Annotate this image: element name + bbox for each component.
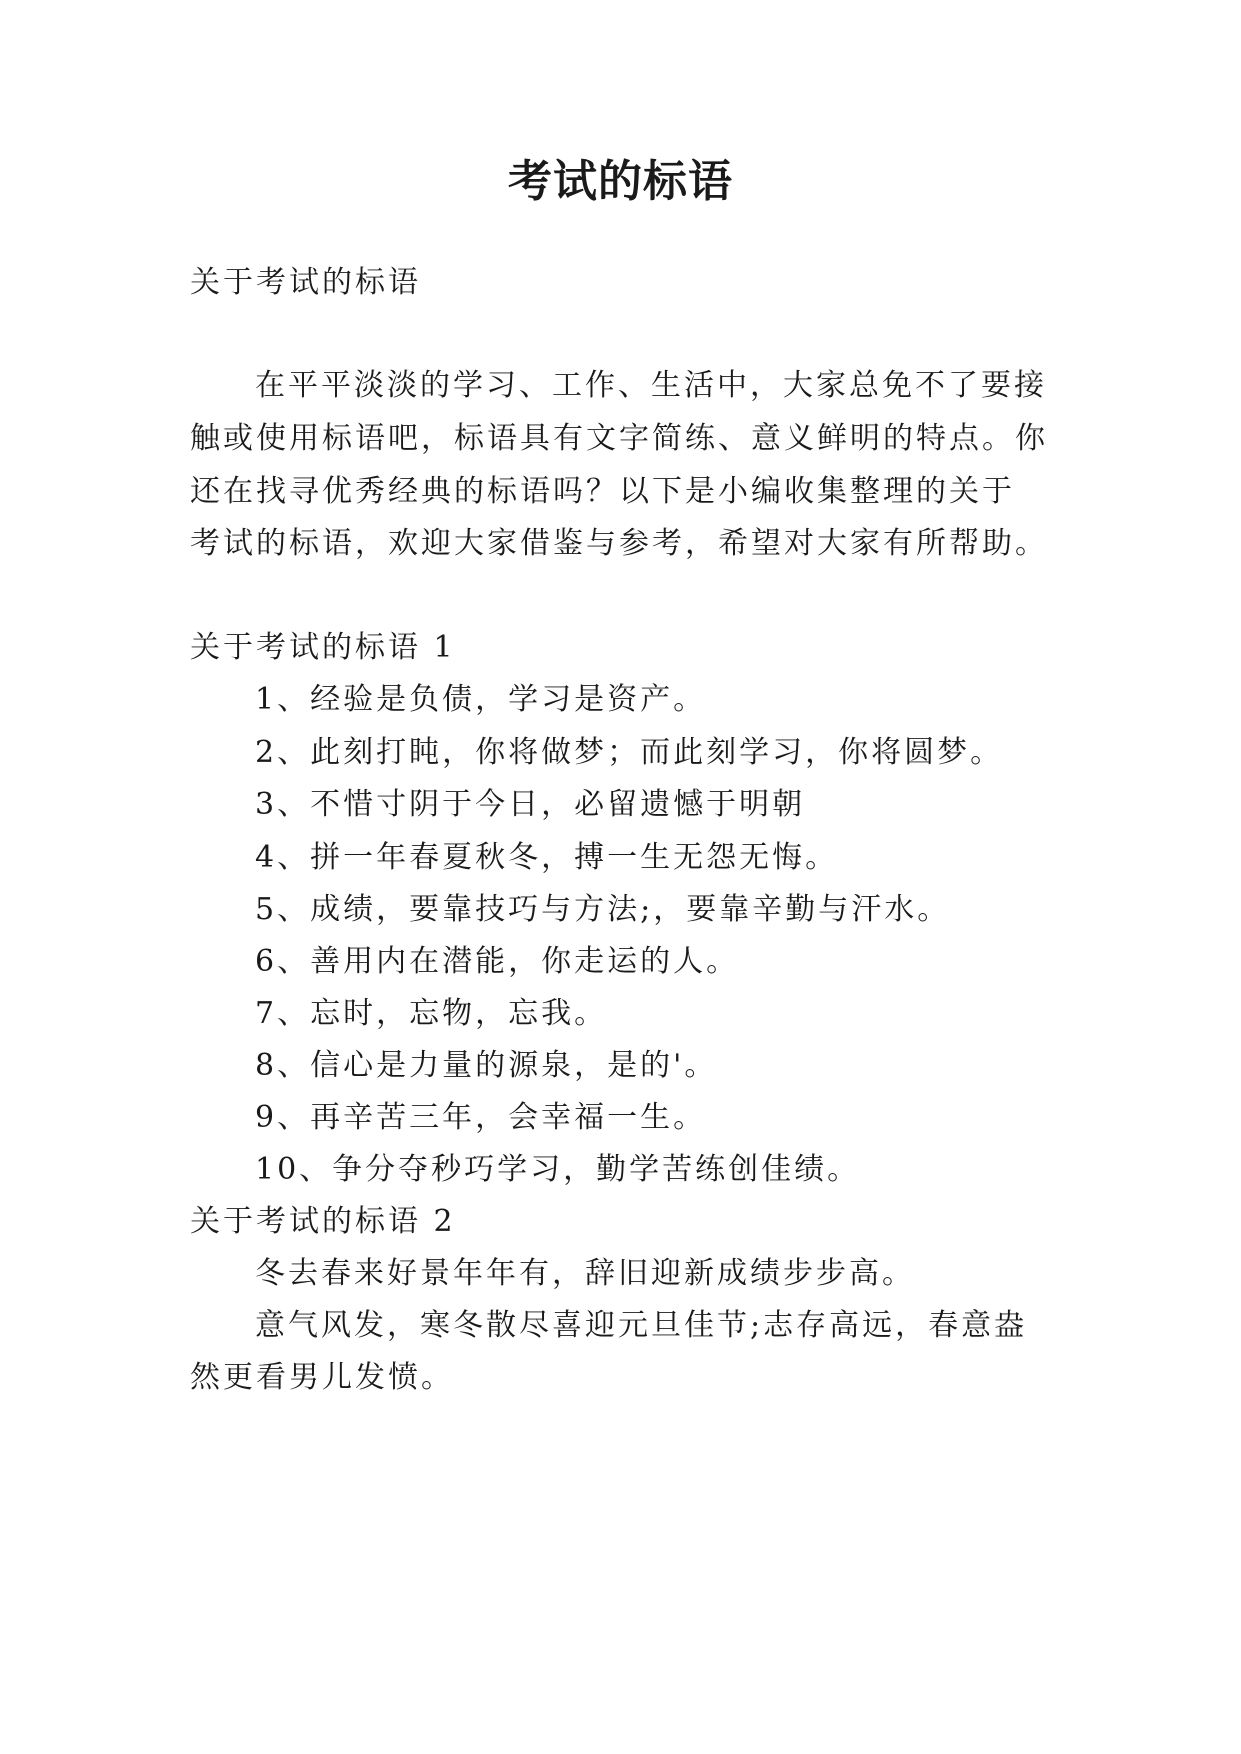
intro-line-2: 触或使用标语吧，标语具有文字简练、意义鲜明的特点。你 (190, 421, 1048, 456)
intro-line-3: 还在找寻优秀经典的标语吗？以下是小编收集整理的关于 (190, 474, 1015, 509)
slogan-item: 1、经验是负债，学习是资产。 (255, 682, 707, 717)
slogan-item: 2、此刻打盹，你将做梦；而此刻学习，你将圆梦。 (255, 735, 1004, 770)
intro-line-1: 在平平淡淡的学习、工作、生活中，大家总免不了要接 (255, 368, 1047, 403)
slogan-item: 5、成绩，要靠技巧与方法;，要靠辛勤与汗水。 (255, 892, 951, 927)
subtitle: 关于考试的标语 (190, 265, 421, 300)
slogan-item: 10、争分夺秒巧学习，勤学苦练创佳绩。 (255, 1152, 861, 1187)
slogan-item: 6、善用内在潜能，你走运的人。 (255, 944, 740, 979)
intro-line-4: 考试的标语，欢迎大家借鉴与参考，希望对大家有所帮助。 (190, 526, 1048, 561)
slogan-item: 8、信心是力量的源泉，是的'。 (255, 1048, 718, 1083)
section1-heading: 关于考试的标语 1 (190, 630, 456, 665)
slogan-item: 9、再辛苦三年，会幸福一生。 (255, 1100, 707, 1135)
section2-paragraph-2-line-2: 然更看男儿发愤。 (190, 1360, 454, 1395)
section2-paragraph-2-line-1: 意气风发，寒冬散尽喜迎元旦佳节;志存高远，春意盎 (255, 1308, 1028, 1343)
slogan-item: 7、忘时，忘物，忘我。 (255, 996, 608, 1031)
slogan-item: 4、拼一年春夏秋冬，搏一生无怨无悔。 (255, 840, 839, 875)
slogan-item: 3、不惜寸阴于今日，必留遗憾于明朝 (255, 787, 806, 822)
document-title: 考试的标语 (508, 156, 733, 207)
section2-heading: 关于考试的标语 2 (190, 1204, 456, 1239)
section2-paragraph-1: 冬去春来好景年年有，辞旧迎新成绩步步高。 (255, 1256, 915, 1291)
